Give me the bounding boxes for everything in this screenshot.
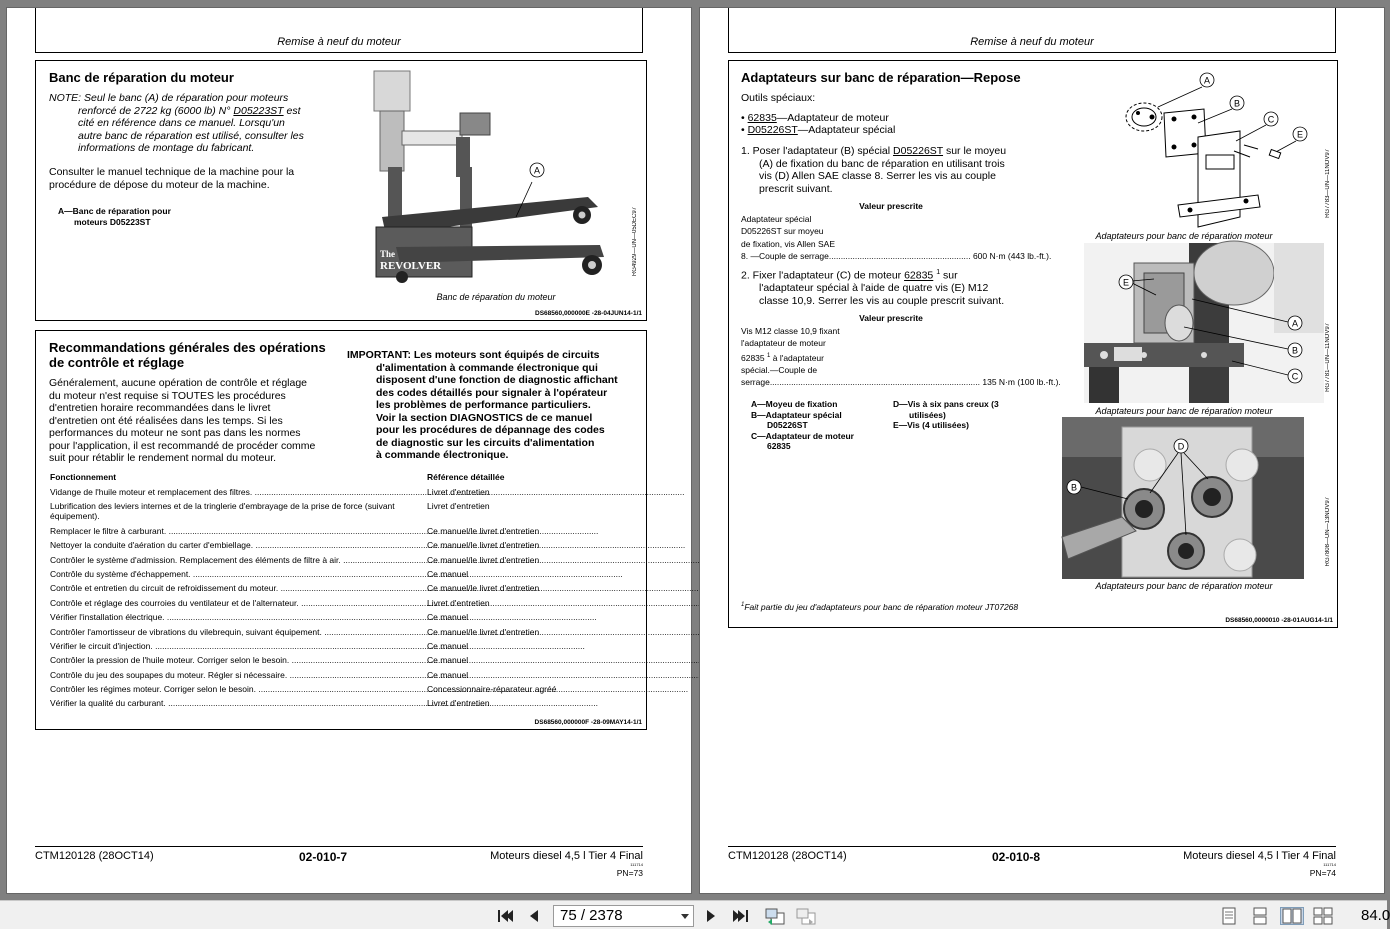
page-number: 02-010-8 [992,850,1041,864]
zoom-level[interactable]: 84.0 [1361,907,1390,924]
figure-legend-2: D—Vis à six pans creux (3 utilisées) E—Vis (4 utilisées) [893,399,999,430]
section-title: Adaptateurs sur banc de réparation—Repose [741,70,1021,85]
page-header [728,8,1336,53]
svg-text:B: B [1233,98,1241,109]
pn-number: PN=73 [616,868,643,878]
last-page-button[interactable] [732,907,750,925]
step-1: 1. Poser l'adaptateur (B) spécial D05226ST sur le moyeu (A) de fixation du banc de réparation en utilisant trois vis (D) Allen SAE classe 8. Serrer les vis au couple prescrit suivant. [741,145,1007,195]
table-row: Contrôler le système d'admission. Remplacement des éléments de filtre à air. ..... Ce manuel/le livret d'entretien [50,555,630,566]
svg-text:C: C [1267,114,1275,125]
svg-text:A: A [1203,75,1211,86]
step-2: 2. Fixer l'adaptateur (C) de moteur 62835 $^1$ sur l'adaptateur spécial à l'aide de quatre vis (E) M12 classe 10,9. Serrer les vis au couple prescrit suivant. [741,269,1005,307]
page-footer: CTM120128 (28OCT14) 02-010-8 Moteurs diesel 4,5 l Tier 4 Final 111714 PN=74 [728,846,1336,847]
important-notice: IMPORTANT: Les moteurs sont équipés de circuits d'alimentation à commande électronique qui disposent d'une fonction de diagnostic affichant des codes détaillés pour signaler à l'opérateur les problèmes de performance particuliers. Voir la section DIAGNOSTICS de ce manuel pour les procédures de dépannage des codes de diagnostic sur les circuits d'alimentation à commande électronique. [347,349,618,461]
adapter-exploded-drawing [1094,67,1326,235]
header-title: Remise à neuf du moteur [970,36,1094,48]
torque-spec-2: Valeur prescrite Vis M12 classe 10,9 fixant l'adaptateur de moteur 62835 $^1$ à l'adaptateur spécial.—Couple de serrage......................................................................................... 135 N·m (100 lb.-ft.). [741,313,1061,388]
manual-title: Moteurs diesel 4,5 l Tier 4 Final [490,850,643,862]
table-row: Contrôler l'amortisseur de vibrations du vilebrequin, suivant équipement. ..... Ce manuel/le livret d'entretien [50,627,630,638]
table-row: Contrôle et entretien du circuit de refroidissement du moteur. ..... Ce manuel/le livret d'entretien [50,583,630,594]
page-number-input[interactable]: 75 / 2378 [553,905,694,927]
svg-text:E: E [1122,277,1130,288]
note-text: NOTE: Seul le banc (A) de réparation pour moteurs renforcé de 2722 kg (6000 lb) N° D05223ST est cité en référence dans ce manuel. Lorsqu'un autre banc de réparation est utilisé, consulter les informations de montage du fabricant. [49,92,304,154]
figure-legend: A—Banc de réparation pour moteurs D05223ST [58,206,171,227]
table-row: Lubrification des leviers internes et de la tringlerie d'embrayage de la prise de force (suivant équipement). Livret d'entretien [50,500,490,522]
single-page-view-button[interactable] [1220,907,1238,925]
section-title: Recommandations générales des opérations de contrôle et réglage [49,340,326,370]
part-link[interactable]: 62835 [904,269,934,282]
pn-number: PN=74 [1309,868,1336,878]
special-tools: Outils spéciaux: • 62835—Adaptateur de moteur • D05226ST—Adaptateur spécial [741,92,896,136]
part-link[interactable]: D05226ST [893,145,944,157]
body-text: Généralement, aucune opération de contrôle et réglage du moteur n'est requise si TOUTES les procédures d'entretien horaire recommandées dans le livret d'entretien ont été réalisées dans les temps. Si les performances du moteur ne sont pas dans les normes pour l'application, il est recommandé de procéder comme suit pour rétablir le rendement normal du moteur. [49,377,316,464]
forward-view-button[interactable] [795,907,817,925]
first-page-button[interactable] [496,907,514,925]
maintenance-table [50,472,630,713]
svg-text:A: A [533,165,541,176]
section-engine-stand [35,60,647,321]
doc-id: DS68560,000000E -28-04JUN14-1/1 [535,310,642,317]
section-maintenance-recommendations [35,330,647,730]
table-row: Contrôler la pression de l'huile moteur. Corriger selon le besoin. ..... Ce manuel [50,655,630,666]
figure-code: RG7783—UN—11NOV97 [1325,149,1331,218]
next-page-icon [704,908,718,924]
continuous-page-icon [1253,907,1267,925]
figure-legend: A—Moyeu de fixation B—Adaptateur spécial D05226ST C—Adaptateur de moteur 62835 [751,399,854,451]
figure-caption: Adaptateurs pour banc de réparation moteur [1095,231,1273,241]
table-row: Vérifier la qualité du carburant. ..... Livret d'entretien [50,698,630,709]
page-number: 02-010-7 [299,850,348,864]
manual-title: Moteurs diesel 4,5 l Tier 4 Final [1183,850,1336,862]
doc-id: DS68560,000000F -28-09MAY14-1/1 [534,719,642,726]
svg-text:C: C [1291,371,1299,382]
table-row: Vidange de l'huile moteur et remplacement des filtres. ..... Livret d'entretien [50,487,630,498]
page-footer: CTM120128 (28OCT14) 02-010-7 Moteurs diesel 4,5 l Tier 4 Final 111714 PN=73 [35,846,643,847]
first-page-icon [496,908,514,924]
two-page-view-button[interactable] [1280,907,1304,925]
single-page-icon [1222,907,1236,925]
table-row: Contrôler les régimes moteur. Corriger selon le besoin. ..... Concessionnaire-réparateur agréé [50,684,630,695]
tool-link[interactable]: 62835 [747,111,777,124]
manual-id: CTM120128 (28OCT14) [728,850,847,862]
manual-id: CTM120128 (28OCT14) [35,850,154,862]
figure-code: RG4929—UN—05DEC97 [632,207,638,277]
svg-text:D: D [1177,441,1185,452]
back-view-icon [764,907,786,925]
next-page-button[interactable] [702,907,720,925]
figure-caption: Adaptateurs pour banc de réparation moteur [1095,406,1273,416]
header-title: Remise à neuf du moteur [277,36,401,48]
continuous-view-button[interactable] [1251,907,1269,925]
back-view-button[interactable] [764,907,786,925]
footnote: $^1$Fait partie du jeu d'adaptateurs pour banc de réparation moteur JT07268 [741,602,1019,612]
svg-text:REVOLVER: REVOLVER [380,260,442,272]
section-title: Banc de réparation du moteur [49,70,234,85]
table-row: Contrôle et réglage des courroies du ventilateur et de l'alternateur. ..... Livret d'entretien [50,598,630,609]
torque-spec-1: Valeur prescrite Adaptateur spécial D05226ST sur moyeu de fixation, vis Allen SAE 8. —Couple de serrage............................................................ 600 N·m (443 lb.-ft.). [741,201,1052,261]
previous-page-icon [527,908,541,924]
svg-text:B: B [1291,345,1299,356]
engine-stand-photo [366,67,626,279]
viewer-toolbar [0,900,1390,929]
body-text: Consulter le manuel technique de la machine pour la procédure de dépose du moteur de la machine. [49,166,295,191]
document-page-right [699,7,1385,894]
part-link[interactable]: D05223ST [233,104,284,117]
table-row: Contrôle du système d'échappement. ..... Ce manuel [50,569,630,580]
svg-text:A: A [1291,318,1299,329]
two-page-continuous-icon [1313,907,1333,925]
section-adapters [728,60,1338,628]
table-row: Vérifier l'installation électrique. ..... Ce manuel [50,612,630,623]
table-row: Remplacer le filtre à carburant. ..... Ce manuel/le livret d'entretien [50,526,630,537]
table-row: Nettoyer la conduite d'aération du carter d'embiellage. ..... Ce manuel/le livret d'entretien [50,540,630,551]
figure-caption: Adaptateurs pour banc de réparation moteur [1095,581,1273,591]
brand-label: The [380,249,396,259]
table-row: Vérifier le circuit d'injection. ..... Ce manuel [50,641,630,652]
last-page-icon [732,908,750,924]
adapter-closeup-photo [1062,417,1304,579]
page-header [35,8,643,53]
table-row: Contrôle du jeu des soupapes du moteur. Régler si nécessaire. ..... Ce manuel [50,670,630,681]
previous-page-button[interactable] [525,907,543,925]
table-header: Fonctionnement Référence détaillée [50,472,505,482]
tool-link[interactable]: D05226ST [747,124,798,136]
forward-view-icon [795,907,817,925]
two-page-icon [1282,908,1302,924]
svg-text:E: E [1296,129,1304,140]
chevron-down-icon[interactable] [681,914,689,919]
figure-code: RG7781—UN—11NOV97 [1325,323,1331,392]
document-page-left [6,7,692,894]
two-page-continuous-view-button[interactable] [1314,907,1332,925]
doc-id: DS68560,0000010 -28-01AUG14-1/1 [1225,617,1333,624]
svg-text:B: B [1070,482,1078,493]
adapter-mounted-photo [1084,243,1324,403]
figure-code: RG7808—UN—13NOV97 [1325,497,1331,567]
figure-caption: Banc de réparation du moteur [436,292,556,302]
